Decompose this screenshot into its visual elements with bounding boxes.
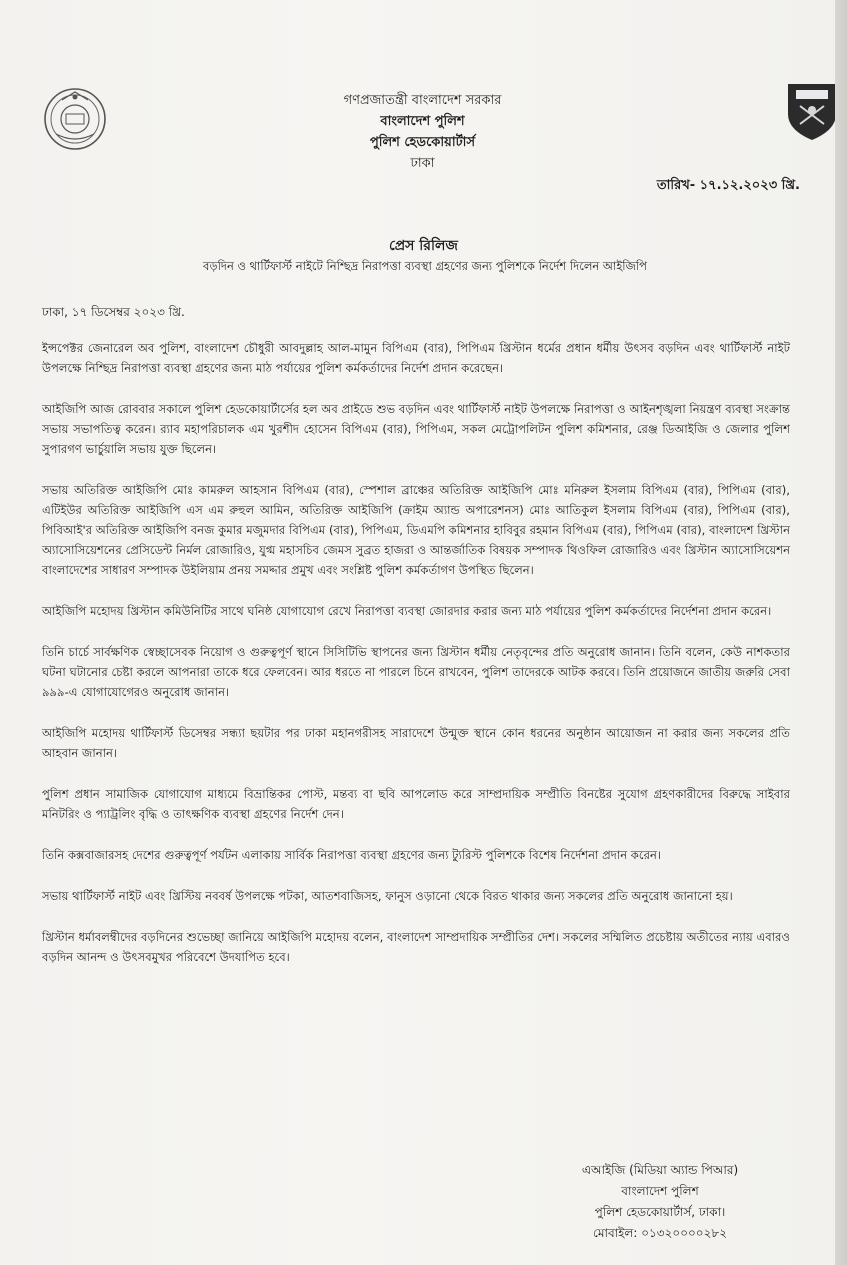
paragraph: সভায় অতিরিক্ত আইজিপি মোঃ কামরুল আহসান বিপিএম (বার), স্পেশাল ব্রাঞ্চের অতিরিক্ত আইজিপি মোঃ মনিরুল ইসলাম বিপিএম (বার), পিপিএম (বার), এটিইউর অতিরিক্ত আইজিপি এস এম রুহুল আমিন, অতিরিক্ত আইজিপি (ক্রাইম অ্যান্ড অপারেশনস) মোঃ আতিকুল ইসলাম বিপিএম (বার), পিপিএম (বার), পিবিআই'র অতিরিক্ত আইজিপি বনজ কুমার মজুমদার বিপিএম (বার), পিপিএম, ডিএমপি কমিশনার হাবিবুর রহমান বিপিএম (বার), পিপিএম (বার), বাংলাদেশ খ্রিস্টান অ্যাসোসিয়েশনের প্রেসিডেন্ট নির্মল রোজারিও, যুগ্ম মহাসচিব জেমস সুব্রত হাজরা ও আন্তর্জাতিক বিষয়ক সম্পাদক থিওফিল রোজারিও এবং খ্রিস্টান অ্যাসোসিয়েশন বাংলাদেশের সাধারণ সম্পাদক উইলিয়াম প্রনয় সমদ্দার প্রমুখ এবং সংশ্লিষ্ট পুলিশ কর্মকর্তাগণ উপস্থিত ছিলেন।: [42, 483, 790, 577]
header-city: ঢাকা: [410, 156, 435, 171]
header-government: গণপ্রজাতন্ত্রী বাংলাদেশ সরকার: [343, 93, 502, 108]
document-title: প্রেস রিলিজ: [389, 238, 458, 254]
press-release-body: [42, 338, 790, 988]
page-edge: [835, 0, 847, 1265]
police-shield-icon: [786, 80, 838, 142]
paragraph: সভায় থার্টিফার্স্ট নাইট এবং খ্রিস্টিয় নববর্ষ উপলক্ষে পটকা, আতশবাজিসহ, ফানুস ওড়ানো থেকে বিরত থাকার জন্য সকলের প্রতি অনুরোধ জানানো হয়।: [42, 889, 733, 903]
paragraph: আইজিপি মহোদয় থার্টিফার্স্ট ডিসেম্বর সন্ধ্যা ছয়টার পর ঢাকা মহানগরীসহ সারাদেশে উন্মুক্ত স্থানে কোন ধরনের অনুষ্ঠান আয়োজন না করার জন্য সকলের প্রতি আহবান জানান।: [42, 726, 790, 760]
issue-date: তারিখ- ১৭.১২.২০২৩ খ্রি.: [656, 178, 800, 193]
letterhead: [250, 90, 595, 174]
signature-title: এআইজি (মিডিয়া অ্যান্ড পিআর): [581, 1163, 739, 1177]
paragraph: পুলিশ প্রধান সামাজিক যোগাযোগ মাধ্যমে বিভ্রান্তিকর পোস্ট, মন্তব্য বা ছবি আপলোড করে সাম্প্রদায়িক সম্প্রীতি বিনষ্টের সুযোগ গ্রহণকারীদের বিরুদ্ধে সাইবার মনিটরিং ও প্যাট্রলিং বৃদ্ধি ও তাৎক্ষণিক ব্যবস্থা গ্রহণের নির্দেশ দেন।: [42, 787, 790, 821]
signature-block: [540, 1160, 780, 1244]
paragraph: আইজিপি মহোদয় খ্রিস্টান কমিউনিটির সাথে ঘনিষ্ঠ যোগাযোগ রেখে নিরাপত্তা ব্যবস্থা জোরদার করার জন্য মাঠ পর্যায়ের পুলিশ কর্মকর্তাদের নির্দেশনা প্রদান করেন।: [42, 604, 772, 618]
signature-org: বাংলাদেশ পুলিশ: [621, 1184, 699, 1198]
paragraph: খ্রিস্টান ধর্মাবলম্বীদের বড়দিনের শুভেচ্ছা জানিয়ে আইজিপি মহোদয় বলেন, বাংলাদেশ সাম্প্রদায়িক সম্প্রীতির দেশ। সকলের সম্মিলিত প্রচেষ্টায় অতীতের ন্যায় এবারও বড়দিন আনন্দ ও উৎসবমুখর পরিবেশে উদযাপিত হবে।: [42, 930, 790, 964]
police-emblem-icon: [42, 86, 108, 152]
paragraph: আইজিপি আজ রোববার সকালে পুলিশ হেডকোয়ার্টার্সের হল অব প্রাইডে শুভ বড়দিন এবং থার্টিফার্স্ট নাইট উপলক্ষে নিরাপত্তা ও আইনশৃঙ্খলা নিয়ন্ত্রণ ব্যবস্থা সংক্রান্ত সভায় সভাপতিত্ব করেন। র‍্যাব মহাপরিচালক এম খুরশীদ হোসেন বিপিএম (বার), পিপিএম, সকল মেট্রোপলিটন পুলিশ কমিশনার, রেঞ্জ ডিআইজি ও জেলার পুলিশ সুপারগণ ভার্চুয়ালি সভায় যুক্ত ছিলেন।: [42, 402, 790, 456]
dateline: ঢাকা, ১৭ ডিসেম্বর ২০২৩ খ্রি.: [42, 305, 185, 319]
paragraph: তিনি চার্চে সার্বক্ষণিক স্বেচ্ছাসেবক নিয়োগ ও গুরুত্বপূর্ণ স্থানে সিসিটিভি স্থাপনের জন্য খ্রিস্টান ধর্মীয় নেতৃবৃন্দের প্রতি অনুরোধ জানান। তিনি বলেন, কেউ নাশকতার ঘটনা ঘটানোর চেষ্টা করলে আপনারা তাকে ধরে ফেলবেন। আর ধরতে না পারলে চিনে রাখবেন, পুলিশ তাদেরকে আটক করবে। তিনি প্রয়োজনে জাতীয় জরুরি সেবা ৯৯৯-এ যোগাযোগেরও অনুরোধ জানান।: [42, 645, 790, 699]
paragraph: তিনি কক্সবাজারসহ দেশের গুরুত্বপূর্ণ পর্যটন এলাকায় সার্বিক নিরাপত্তা ব্যবস্থা গ্রহণের জন্য ট্যুরিস্ট পুলিশকে বিশেষ নির্দেশনা প্রদান করেন।: [42, 848, 662, 862]
document-subtitle: বড়দিন ও থার্টিফার্স্ট নাইটে নিশ্ছিদ্র নিরাপত্তা ব্যবস্থা গ্রহণের জন্য পুলিশকে নির্দেশ দিলেন আইজিপি: [203, 259, 647, 273]
paragraph: ইন্সপেক্টর জেনারেল অব পুলিশ, বাংলাদেশ চৌধুরী আবদুল্লাহ আল-মামুন বিপিএম (বার), পিপিএম খ্রিস্টান ধর্মের প্রধান ধর্মীয় উৎসব বড়দিন এবং থার্টিফার্স্ট নাইট উপলক্ষে নিশ্ছিদ্র নিরাপত্তা ব্যবস্থা গ্রহণের জন্য মাঠ পর্যায়ের পুলিশ কর্মকর্তাদের নির্দেশ প্রদান করেছেন।: [42, 341, 790, 375]
signature-office: পুলিশ হেডকোয়ার্টার্স, ঢাকা।: [594, 1205, 726, 1219]
header-police: বাংলাদেশ পুলিশ: [380, 114, 465, 129]
header-hq: পুলিশ হেডকোয়ার্টার্স: [369, 135, 476, 150]
signature-mobile: মোবাইল: ০১৩২০০০০২৮২: [592, 1226, 727, 1240]
